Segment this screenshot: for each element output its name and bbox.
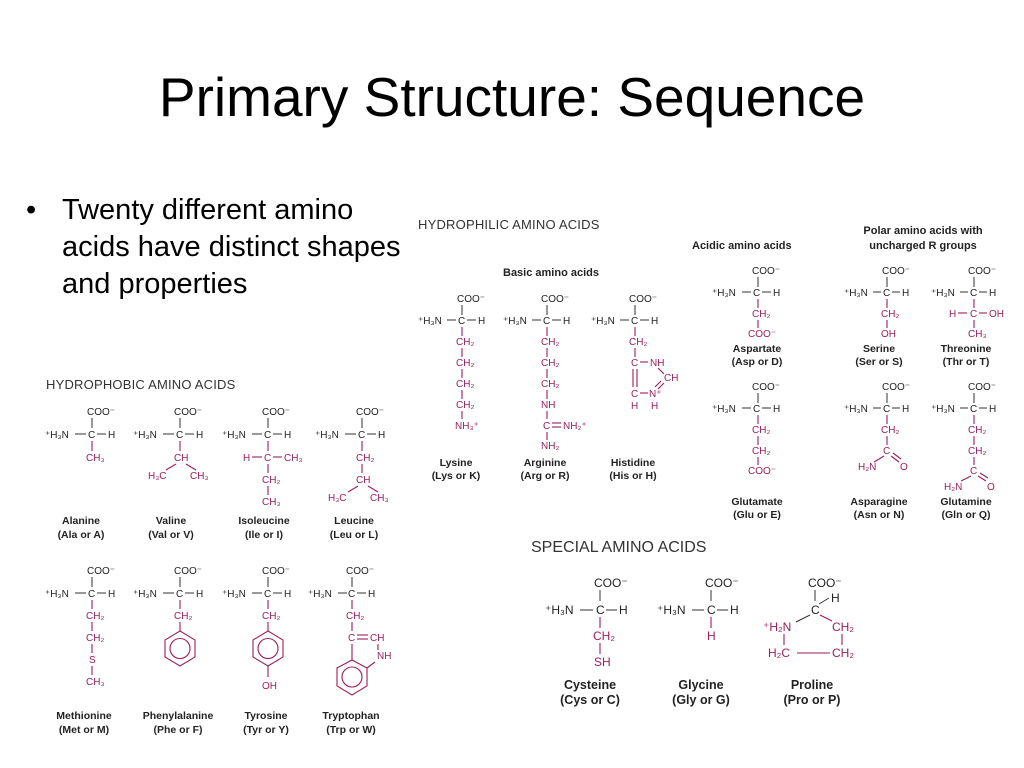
coo-label: COO⁻ [174,407,203,418]
h-label: H [773,404,781,415]
side-chain-atom: H [631,401,639,412]
side-chain-atom: C [264,453,272,464]
side-chain-atom: CH₃ [370,493,389,504]
alpha-carbon: C [88,589,96,600]
side-chain-atom: NH₂ [541,441,560,452]
side-chain-atom: CH₂ [968,446,987,457]
alanine-abbr: (Ala or A) [57,529,105,541]
side-chain-atom: OH [881,329,896,340]
asparagine-structure [844,382,910,473]
h-label: H [651,316,659,327]
amine-label: ⁺H₃N [931,404,955,415]
aspartate-abbr: (Asp or D) [731,356,783,368]
threonine-abbr: (Thr or T) [942,356,990,368]
amine-label: ⁺H₃N [222,589,246,600]
methionine-abbr: (Met or M) [58,724,110,736]
side-chain-atom: CH₂ [346,611,365,622]
amine-label: ⁺H₃N [712,404,736,415]
side-chain-atom: C [883,446,891,457]
side-chain-atom: CH₂ [456,337,475,348]
alpha-carbon: C [358,430,366,441]
cysteine-name: Cysteine [563,678,617,692]
coo-label: COO⁻ [541,294,570,305]
side-chain-atom: NH₃⁺ [455,421,479,432]
amine-label: ⁺H₃N [657,603,686,617]
h-label: H [478,316,486,327]
isoleucine-abbr: (Ile or I) [245,529,283,541]
proline-name: Proline [790,678,834,692]
proline-abbr: (Pro or P) [783,693,841,707]
side-chain-atom: N⁺ [649,389,662,400]
side-chain-atom: CH₃ [86,677,105,688]
side-chain-atom: ⁺H₂N [763,620,792,634]
coo-label: COO⁻ [968,266,997,277]
side-chain-atom: CH₂ [881,309,900,320]
h-label: H [196,589,204,600]
alpha-carbon: C [631,316,639,327]
serine-abbr: (Ser or S) [855,356,903,368]
side-chain-atom: H [707,629,716,643]
side-chain-atom: C [348,633,356,644]
tyrosine-structure [222,566,291,692]
side-chain-atom: O [987,482,995,493]
amine-label: ⁺H₃N [222,430,246,441]
amine-label: ⁺H₃N [591,316,615,327]
side-chain-atom: H [243,453,251,464]
leucine-abbr: (Leu or L) [329,529,379,541]
aromatic-circle [170,639,190,659]
proline-structure [763,576,854,660]
h-label: H [902,404,910,415]
side-chain-atom: CH₂ [356,453,375,464]
aromatic-circle [258,639,278,659]
special-heading: SPECIAL AMINO ACIDS [531,539,707,556]
side-chain-atom: CH₃ [190,471,209,482]
side-chain-atom: C [631,358,639,369]
bullet-text: Twenty different amino acids have distinct shapes and properties [62,194,401,300]
side-chain-atom: H₃C [148,471,167,482]
side-chain-atom: CH₂ [456,400,475,411]
side-chain-atom: CH₂ [541,358,560,369]
side-chain-atom: CH₂ [86,611,105,622]
h-label: H [563,316,571,327]
cysteine-structure [545,576,628,669]
alpha-carbon: C [883,404,891,415]
alanine-structure [45,407,115,464]
coo-label: COO⁻ [752,382,781,393]
asparagine-name: Asparagine [850,496,908,508]
slide-title: Primary Structure: Sequence [158,66,866,128]
alpha-carbon: C [348,589,356,600]
alpha-carbon: C [970,288,978,299]
amine-label: ⁺H₃N [45,430,69,441]
glycine-structure [657,576,739,643]
side-chain-atom: CH₂ [752,309,771,320]
asparagine-abbr: (Asn or N) [853,509,905,521]
coo-label: COO⁻ [262,407,291,418]
tryptophan-abbr: (Trp or W) [326,724,376,736]
alpha-carbon: C [707,603,716,617]
amine-label: ⁺H₃N [545,603,574,617]
h-label: H [831,591,840,605]
alanine-name: Alanine [62,515,100,527]
valine-name: Valine [155,515,187,527]
leucine-structure [315,407,389,504]
glutamine-name: Glutamine [940,496,992,508]
side-chain-atom: C [970,309,978,320]
side-chain-atom: CH [664,373,679,384]
arginine-structure [503,294,587,452]
coo-label: COO⁻ [457,294,486,305]
side-chain-atom: O [900,462,908,473]
side-chain-atom: OH [262,681,277,692]
coo-label: COO⁻ [356,407,385,418]
side-chain-atom: CH₂ [262,475,281,486]
glutamate-name: Glutamate [731,496,783,508]
side-chain-atom: CH₂ [541,379,560,390]
side-chain-atom: CH₂ [593,629,615,643]
hydrophobic-heading: HYDROPHOBIC AMINO ACIDS [46,377,236,392]
side-chain-atom: H [651,401,659,412]
bullet-marker: • [26,194,37,226]
aromatic-circle [342,667,362,687]
lysine-structure [418,294,485,432]
coo-label: COO⁻ [346,566,375,577]
side-chain-atom: CH₃ [86,453,105,464]
alpha-carbon: C [264,430,272,441]
side-chain-atom: CH₂ [968,425,987,436]
amine-label: ⁺H₃N [844,404,868,415]
h-label: H [619,603,628,617]
arginine-name: Arginine [523,457,567,469]
phenylalanine-abbr: (Phe or F) [153,724,203,736]
h-label: H [368,589,376,600]
side-chain-atom: CH₂ [752,425,771,436]
coo-label: COO⁻ [882,266,911,277]
alpha-carbon: C [458,316,466,327]
amine-label: ⁺H₃N [844,288,868,299]
side-chain-atom: H₂N [944,482,963,493]
h-label: H [730,603,739,617]
amine-label: ⁺H₃N [712,288,736,299]
h-label: H [989,288,997,299]
alpha-carbon: C [176,589,184,600]
tyrosine-name: Tyrosine [244,710,288,722]
side-chain-atom: CH₂ [629,337,648,348]
threonine-name: Threonine [940,343,992,355]
alpha-carbon: C [176,430,184,441]
side-chain-atom: COO⁻ [748,466,777,477]
glutamate-abbr: (Glu or E) [733,509,781,521]
hydrophilic-heading: HYDROPHILIC AMINO ACIDS [418,217,600,232]
alpha-carbon: C [596,603,605,617]
side-chain-atom: OH [989,309,1004,320]
alpha-carbon: C [811,603,820,617]
aspartate-structure [712,266,780,340]
h-label: H [902,288,910,299]
side-chain-atom: C [543,421,551,432]
serine-name: Serine [862,343,896,355]
histidine-abbr: (His or H) [609,470,657,482]
side-chain-atom: CH₂ [456,358,475,369]
alpha-carbon: C [753,288,761,299]
h-label: H [284,430,292,441]
lysine-abbr: (Lys or K) [431,470,481,482]
histidine-name: Histidine [610,457,656,469]
coo-label: COO⁻ [629,294,658,305]
acidic-heading: Acidic amino acids [692,240,792,252]
methionine-structure [45,566,115,688]
serine-structure [844,266,910,340]
h-label: H [284,589,292,600]
glutamate-structure [712,382,780,477]
arginine-abbr: (Arg or R) [520,470,570,482]
side-chain-atom: SH [594,655,611,669]
glutamine-abbr: (Gln or Q) [941,509,991,521]
amine-label: ⁺H₃N [133,589,157,600]
side-chain-atom: CH [370,633,385,644]
side-chain-atom: CH₃ [968,329,987,340]
alpha-carbon: C [883,288,891,299]
amine-label: ⁺H₃N [503,316,527,327]
basic-heading: Basic amino acids [503,267,599,279]
histidine-structure [591,294,678,412]
cysteine-abbr: (Cys or C) [560,693,620,707]
glycine-abbr: (Gly or G) [672,693,730,707]
amine-label: ⁺H₃N [308,589,332,600]
amine-label: ⁺H₃N [45,589,69,600]
coo-label: COO⁻ [882,382,911,393]
alpha-carbon: C [264,589,272,600]
aspartate-name: Aspartate [732,343,782,355]
side-chain-atom: H₂C [768,646,790,660]
side-chain-atom: CH₂ [832,646,854,660]
coo-label: COO⁻ [808,576,842,590]
side-chain-atom: CH₂ [541,337,560,348]
lysine-name: Lysine [439,457,473,469]
alpha-carbon: C [970,404,978,415]
amine-label: ⁺H₃N [315,430,339,441]
alpha-carbon: C [753,404,761,415]
phenylalanine-name: Phenylalanine [142,710,214,722]
amine-label: ⁺H₃N [418,316,442,327]
side-chain-atom: H₃C [328,493,347,504]
side-chain-atom: NH [541,400,556,411]
coo-label: COO⁻ [968,382,997,393]
side-chain-atom: CH₂ [881,425,900,436]
side-chain-atom: C [970,466,978,477]
side-chain-atom: CH₂ [174,611,193,622]
side-chain-atom: CH [174,453,189,464]
alpha-carbon: C [88,430,96,441]
amine-label: ⁺H₃N [931,288,955,299]
side-chain-atom: C [631,389,639,400]
isoleucine-structure [222,407,303,508]
coo-label: COO⁻ [87,566,116,577]
side-chain-atom: CH₂ [262,611,281,622]
alpha-carbon: C [543,316,551,327]
side-chain-atom: CH₃ [284,453,303,464]
side-chain-atom: NH₂⁺ [563,421,587,432]
threonine-structure [931,266,1004,340]
h-label: H [196,430,204,441]
isoleucine-name: Isoleucine [238,515,290,527]
h-label: H [378,430,386,441]
coo-label: COO⁻ [262,566,291,577]
side-chain-atom: CH₂ [832,620,854,634]
side-chain-atom: COO⁻ [748,329,777,340]
side-chain-atom: CH [356,475,371,486]
tyrosine-abbr: (Tyr or Y) [243,724,289,736]
h-label: H [108,430,116,441]
tryptophan-structure [308,566,391,695]
side-chain-atom: NH [377,651,392,662]
coo-label: COO⁻ [752,266,781,277]
side-chain-atom: NH [650,358,665,369]
glycine-name: Glycine [678,678,724,692]
polar-heading-line1: Polar amino acids with [863,225,983,237]
polar-heading-line2: uncharged R groups [869,240,977,252]
amine-label: ⁺H₃N [133,430,157,441]
h-label: H [989,404,997,415]
valine-structure [133,407,209,482]
phenylalanine-structure [133,566,203,666]
valine-abbr: (Val or V) [148,529,194,541]
side-chain-atom: CH₂ [86,633,105,644]
side-chain-atom: H₂N [858,462,877,473]
glutamine-structure [931,382,996,493]
side-chain-atom: H [949,309,957,320]
side-chain-atom: CH₃ [262,497,281,508]
coo-label: COO⁻ [87,407,116,418]
side-chain-atom: CH₂ [752,446,771,457]
h-label: H [108,589,116,600]
coo-label: COO⁻ [705,576,739,590]
tryptophan-name: Tryptophan [322,710,380,722]
side-chain-atom: S [89,655,96,666]
side-chain-atom: CH₂ [456,379,475,390]
h-label: H [773,288,781,299]
leucine-name: Leucine [334,515,374,527]
methionine-name: Methionine [56,710,112,722]
coo-label: COO⁻ [594,576,628,590]
coo-label: COO⁻ [174,566,203,577]
